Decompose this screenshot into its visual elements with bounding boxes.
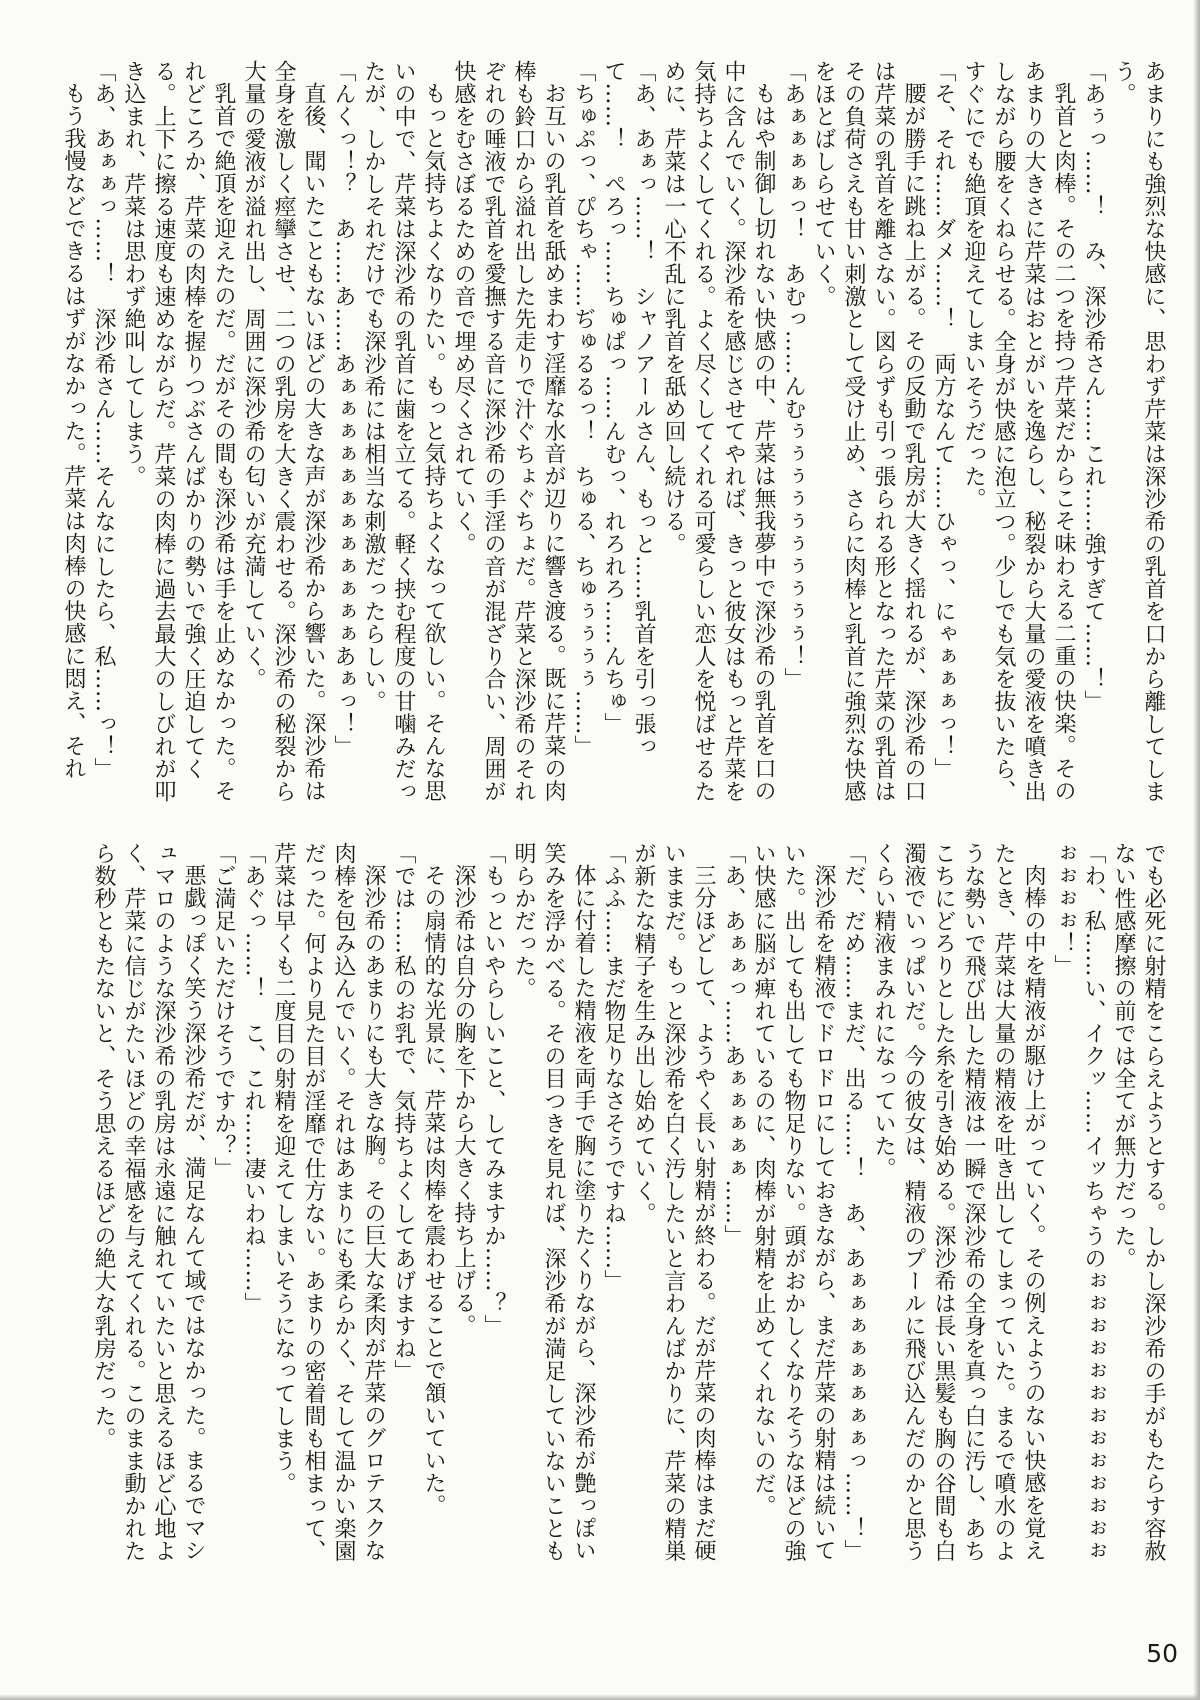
- paragraph: 三分ほどして、ようやく長い射精が終わる。だが芹菜の肉棒はまだ硬いままだ。もっと深沙希を白く汚したいと言わんばかりに、芹菜の精巣が新たな精子を生み出し始めていく。: [631, 842, 716, 1562]
- paragraph: 深沙希は自分の胸を下から大きく持ち上げる。: [451, 864, 476, 1337]
- paragraph: 「もっといやらしいこと、してみますか……？」: [481, 842, 506, 1337]
- paragraph: その扇情的な光景に、芹菜は肉棒を震わせることで頷いていた。: [421, 864, 446, 1517]
- text-block-bottom: [56, 842, 1168, 1562]
- paragraph: 深沙希を精液でドロドロにしておきながら、まだ芹菜の射精は続いていた。出しても出しても物足りない。頭がおかしくなりそうなほどの強い快感に脳が痺れているのに、肉棒が射精を止めてくれないのだ。: [751, 842, 836, 1562]
- paragraph: 腰が勝手に跳ね上がる。その反動で乳房が大きく揺れるが、深沙希の口は芹菜の乳首を離さない。図らずも引っ張られる形となった芹菜の乳首はその負荷さえも甘い刺激として受け止め、さらに肉棒と乳首に強烈な快感をほとばしらせていく。: [811, 60, 926, 803]
- paragraph: 乳首で絶頂を迎えたのだ。だがその間も深沙希は手を止めなかった。それどころか、芹菜の肉棒を握りつぶさんばかりの勢いで強く圧迫してくる。上下に擦る速度も速めながらだ。芹菜の肉棒に過去最大のしびれが叩き込まれ、芹菜は思わず絶叫してしまう。: [121, 60, 236, 803]
- paragraph: 「あ、あぁぁっ……あぁぁぁぁぁ……」: [721, 842, 746, 1247]
- paragraph: もはや制御し切れない快感の中、芹菜は無我夢中で深沙希の乳首を口の中に含んでいく。深沙希を感じさせてやれば、きっと彼女はもっと芹菜を気持ちよくしてくれる。よく尽くしてくれる可愛らしい恋人を悦ばせるために、芹菜は一心不乱に乳首を舐め回し続ける。: [661, 60, 776, 803]
- paragraph: もっと気持ちよくなりたい。もっと気持ちよくなって欲しい。そんな思いの中で、芹菜は深沙希の乳首に歯を立てる。軽く挟む程度の甘噛みだったが、しかしそれだけでも深沙希には相当な刺激だったらしい。: [361, 60, 446, 803]
- paragraph: 乳首と肉棒。その二つを持つ芹菜だからこそ味わえる二重の快楽。そのあまりの大きさに芹菜はおとがいを逸らし、秘裂から大量の愛液を噴き出しながら腰をくねらせる。全身が快感に泡立つ。少しでも気を抜いたら、すぐにでも絶頂を迎えてしまいそうだった。: [961, 60, 1076, 803]
- paragraph: 「ちゅぷっ、ぴちゃ……ぢゅるるっ！ ちゅる、ちゅぅぅぅぅ……」: [571, 60, 596, 758]
- paragraph: 悪戯っぽく笑う深沙希だが、満足なんて域ではなかった。まるでマシュマロのような深沙希の乳房は永遠に触れていたいと思えるほど心地よく、芹菜に信じがたいほどの幸福感を与えてくれる。このまま動かれたら数秒ともたないと、そう思えるほどの絶大な乳房だった。: [91, 842, 206, 1562]
- paragraph: お互いの乳首を舐めまわす淫靡な水音が辺りに響き渡る。既に芹菜の肉棒も鈴口から溢れ出した先走りで汁ぐちょぐちょだ。芹菜と深沙希のそれぞれの唾液で乳首を愛撫する音に深沙希の手淫の音が混ざり合い、周囲が快感をむさぼるための音で埋め尽くされていく。: [451, 60, 566, 803]
- paragraph: 「あぅっ……！ み、深沙希さん……これ……強すぎて……！」: [1081, 60, 1106, 713]
- page-number: 50: [1146, 1639, 1178, 1668]
- paragraph: 深沙希のあまりにも大きな胸。その巨大な柔肉が芹菜のグロテスクな肉棒を包み込んでいく。それはあまりにも柔らかく、そして温かい楽園だった。何より見た目が淫靡で仕方ない。あまりの密着間も相まって、芹菜は早くも二度目の射精を迎えてしまいそうになってしまう。: [271, 842, 386, 1562]
- paragraph: 「んくっ！？ あ……あ……あぁぁぁぁぁぁぁぁぁぁぁぁあぁっ！」: [331, 60, 356, 758]
- paragraph: 体に付着した精液を両手で胸に塗りたくりながら、深沙希が艶っぽい笑みを浮かべる。その目つきを見れば、深沙希が満足していないことも明らかだった。: [511, 842, 596, 1562]
- scan-edge-bottom: [0, 1694, 1200, 1700]
- paragraph: 「わ、私……い、イクッ……イッちゃうのぉぉぉぉぉぉぉぉぉぉぉぉぉぉぉぉぉ！」: [1051, 842, 1106, 1562]
- paragraph: 肉棒の中を精液が駆け上がっていく。その例えようのない快感を覚えたとき、芹菜は大量の精液を吐き出してしまっていた。まるで噴水のような勢いで飛び出した精液は一瞬で深沙希の全身を真っ白に汚し、あちこちにどろりとした糸を引き始める。深沙希は長い黒髪も胸の谷間も白濁液でいっぱいだ。今の彼女は、精液のプールに飛び込んだのかと思うくらい精液まみれになっていた。: [871, 842, 1046, 1562]
- paragraph: 「あ、あぁぁっ……！ 深沙希さん……そんなにしたら、私……っ！」: [91, 60, 116, 780]
- paragraph: 「あ、あぁっ……！ シャノアールさん、もっと……乳首を引っ張って……！ ぺろっ……ちゅぱっ……んむっ、れろれろ……んちゅ」: [601, 60, 656, 758]
- paragraph: 「ふふ……まだ物足りなさそうですね……」: [601, 842, 626, 1292]
- scan-edge-right: [1193, 0, 1200, 1700]
- paragraph: 「だ、だめ……まだ、出る……！ あ、あぁぁぁぁぁぁぁぁっ……！」: [841, 842, 866, 1562]
- text-block-top: [56, 60, 1168, 808]
- paragraph: 直後、聞いたこともないほどの大きな声が深沙希から響いた。深沙希は全身を激しく痙攣させ、二つの乳房を大きく震わせる。深沙希の秘裂から大量の愛液が溢れ出し、周囲に深沙希の匂いが充満していく。: [241, 60, 326, 803]
- paragraph: 「あぐっ……！ こ、これ……凄いわね……」: [241, 842, 266, 1315]
- paragraph: 「そ、それ……ダメ……！ 両方なんて……ひゃっ、にゃぁぁぁっ！」: [931, 60, 956, 780]
- paragraph: 「では……私のお乳で、気持ちよくしてあげますね」: [391, 842, 416, 1382]
- paragraph: 「あぁぁぁぁっ！ あむっ……んむぅぅぅぅぅぅぅぅぅぅ！」: [781, 60, 806, 690]
- paragraph: 「ご満足いただけそうですか？」: [211, 842, 236, 1180]
- paragraph: あまりにも強烈な快感に、思わず芹菜は深沙希の乳首を口から離してしまう。: [1111, 60, 1166, 803]
- paragraph: もう我慢などできるはずがなかった。芹菜は肉棒の快感に悶え、それ: [61, 82, 86, 780]
- paragraph: でも必死に射精をこらえようとする。しかし深沙希の手がもたらす容赦ない性感摩擦の前では全てが無力だった。: [1111, 842, 1166, 1562]
